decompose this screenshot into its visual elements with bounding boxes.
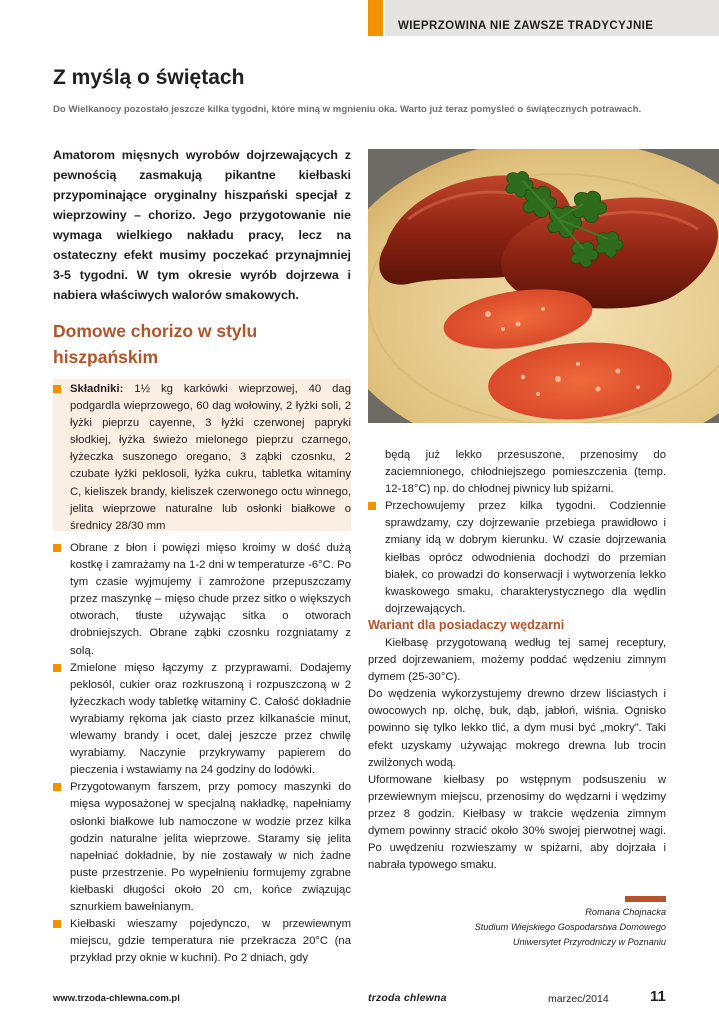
- bullet-square-icon: [53, 920, 61, 928]
- ingredients: [53, 381, 351, 535]
- step-1: Obrane z błon i powięzi mięso kroimy w dość dużą kostkę i zamrażamy na 1-2 dni w temperaturze -6°C. Po tym czasie wyjmujemy i zamrożone przepuszczamy przez maszynkę – mięso chude przez sitko o większych otworach, tłuste używając sitka o otworach drobniejszych. Obrane ząbki czosnku rozgniatamy z solą.: [53, 540, 351, 660]
- bullet-square-icon: [53, 664, 61, 672]
- step-4-continued: będą już lekko przesuszone, przenosimy do zaciemnionego, chłodniejszego pomieszczenia (temp. 12-18°C) np. do chłodnej piwnicy lub spiżarni.: [385, 449, 666, 496]
- ingredients-text: 1½ kg karkówki wieprzowej, 40 dag podgardla wieprzowego, 60 dag wołowiny, 2 łyżki soli, 2 łyżki pieprzu cayenne, 3 łyżki czerwonej papryki słodkiej, łyżka świeżo mielonego pieprzu czarnego, łyżeczka suszonego oregano, 3 ząbki czosnku, 2 czubate łyżki peklosoli, łyżka cukru, tabletka witaminy C, kieliszek brandy, kieliszek czerwonego octu winnego, jelita wieprzowe naturalne lub osłonki białkowe o średnicy 28/30 mm: [70, 383, 351, 532]
- smoke-paragraph-3: Uformowane kiełbasy po wstępnym podsuszeniu w przewiewnym miejscu, przenosimy do wędzarni i wędzimy przez 8 godzin. Kiełbasy w trakcie wędzenia zimnym dymem powinny stracić około 30% swojej pierwotnej wagi. Po uwędzeniu rozwieszamy w spiżarni, aby dojrzała i nabrała typowego smaku.: [368, 773, 666, 872]
- footer-url[interactable]: www.trzoda-chlewna.com.pl: [53, 993, 180, 1004]
- ingredients-item: [53, 381, 351, 535]
- step-2: Zmielone mięso łączymy z przyprawami. Dodajemy peklosól, cukier oraz rozkruszoną i rozpuszczoną w 2 łyżeczkach wody tabletkę witaminy C. Całość dokładnie wyrabiamy rękoma jak ciasto przez kilkanaście minut, wlewamy brandy i ocet, dalej jeszcze przez chwilę wyrabiamy. Naczynie przykrywamy papierem do pieczenia i wstawiamy na 24 godziny do lodówki.: [53, 660, 351, 780]
- steps-right-column: [368, 447, 666, 618]
- chorizo-photo: [368, 149, 719, 423]
- ingredients-label: Składniki:: [70, 383, 124, 395]
- smoke-variant-title: Wariant dla posiadaczy wędzarni: [368, 618, 565, 632]
- smoke-variant-text: [368, 635, 666, 874]
- bullet-square-icon: [53, 544, 61, 552]
- signature-uni: Uniwersytet Przyrodniczy w Poznaniu: [512, 937, 666, 948]
- page-number: 11: [650, 988, 666, 1005]
- signature-bar: [625, 896, 666, 902]
- chorizo-photo-illustration: [368, 149, 719, 423]
- article-intro: Amatorom mięsnych wyrobów dojrzewających z pewnością zasmakują pikantne kiełbaski przypominające oryginalny hiszpański specjał z wieprzowiny – chorizo. Jego przygotowanie nie wymaga wielkiego nakładu pracy, lecz na ostateczny efekt musimy poczekać przynajmniej 3-5 tygodni. W tym okresie wyrób dojrzewa i nabiera właściwych walorów smakowych.: [53, 148, 351, 302]
- footer-date: marzec/2014: [548, 993, 609, 1005]
- smoke-paragraph-2: Do wędzenia wykorzystujemy drewno drzew liściastych i owocowych np. olchę, buk, dąb, jabłoń, wiśnia. Ognisko powinno się tylko lekko tlić, a dym musi być „mokry”. Taki efekt uzyskamy używając mokrego drewna lub trocin zwilżonych wodą.: [368, 688, 666, 769]
- article-title: Z myślą o świętach: [53, 66, 245, 89]
- step-4: Kiełbaski wieszamy pojedynczo, w przewiewnym miejscu, gdzie temperatura nie przekracza 20°C (na przykład przy oknie w kuchni). Po 2 dniach, gdy: [53, 916, 351, 967]
- bullet-square-icon: [53, 385, 61, 393]
- section-header: WIEPRZOWINA NIE ZAWSZE TRADYCYJNIE: [398, 20, 654, 32]
- bullet-square-icon: [53, 783, 61, 791]
- recipe-title: Domowe chorizo w stylu hiszpańskim: [53, 321, 258, 367]
- header-accent-bar: [368, 0, 383, 36]
- article-lead: Do Wielkanocy pozostało jeszcze kilka tygodni, które miną w mgnieniu oka. Warto już teraz pomyśleć o świątecznych potrawach.: [53, 104, 642, 115]
- steps-left-column: [53, 540, 351, 967]
- footer-logo: trzoda chlewna: [368, 992, 447, 1004]
- signature: [366, 905, 666, 951]
- smoke-paragraph-1: Kiełbasę przygotowaną według tej samej receptury, przed dojrzewaniem, możemy poddać wędzeniu zimnym dymem (25-30°C).: [368, 637, 666, 684]
- bullet-square-icon: [368, 502, 376, 510]
- signature-org: Studium Wiejskiego Gospodarstwa Domowego: [474, 922, 666, 933]
- step-3: Przygotowanym farszem, przy pomocy maszynki do mięsa wyposażonej w specjalną nakładkę, napełniamy osłonki białkowe lub namoczone w wodzie przez kilka godzin naturalne jelita wieprzowe. Staramy się jelita napełniać dokładnie, by nie zostawały w nich żadne puste przestrzenie. Po wypełnieniu formujemy zgrabne kiełbaski długości około 20 cm, końce związując sznurkiem bawełnianym.: [53, 779, 351, 916]
- step-5: Przechowujemy przez kilka tygodni. Codziennie sprawdzamy, czy dojrzewanie przebiega prawidłowo i zmiany idą w dobrym kierunku. W czasie dojrzewania kiełbas oprócz odwodnienia dochodzi do przemian białek, co prowadzi do konserwacji i wytworzenia lekko kwaskowego smaku, charakterystycznego dla wędlin dojrzewających.: [368, 498, 666, 618]
- signature-author: Romana Chojnacka: [585, 907, 666, 917]
